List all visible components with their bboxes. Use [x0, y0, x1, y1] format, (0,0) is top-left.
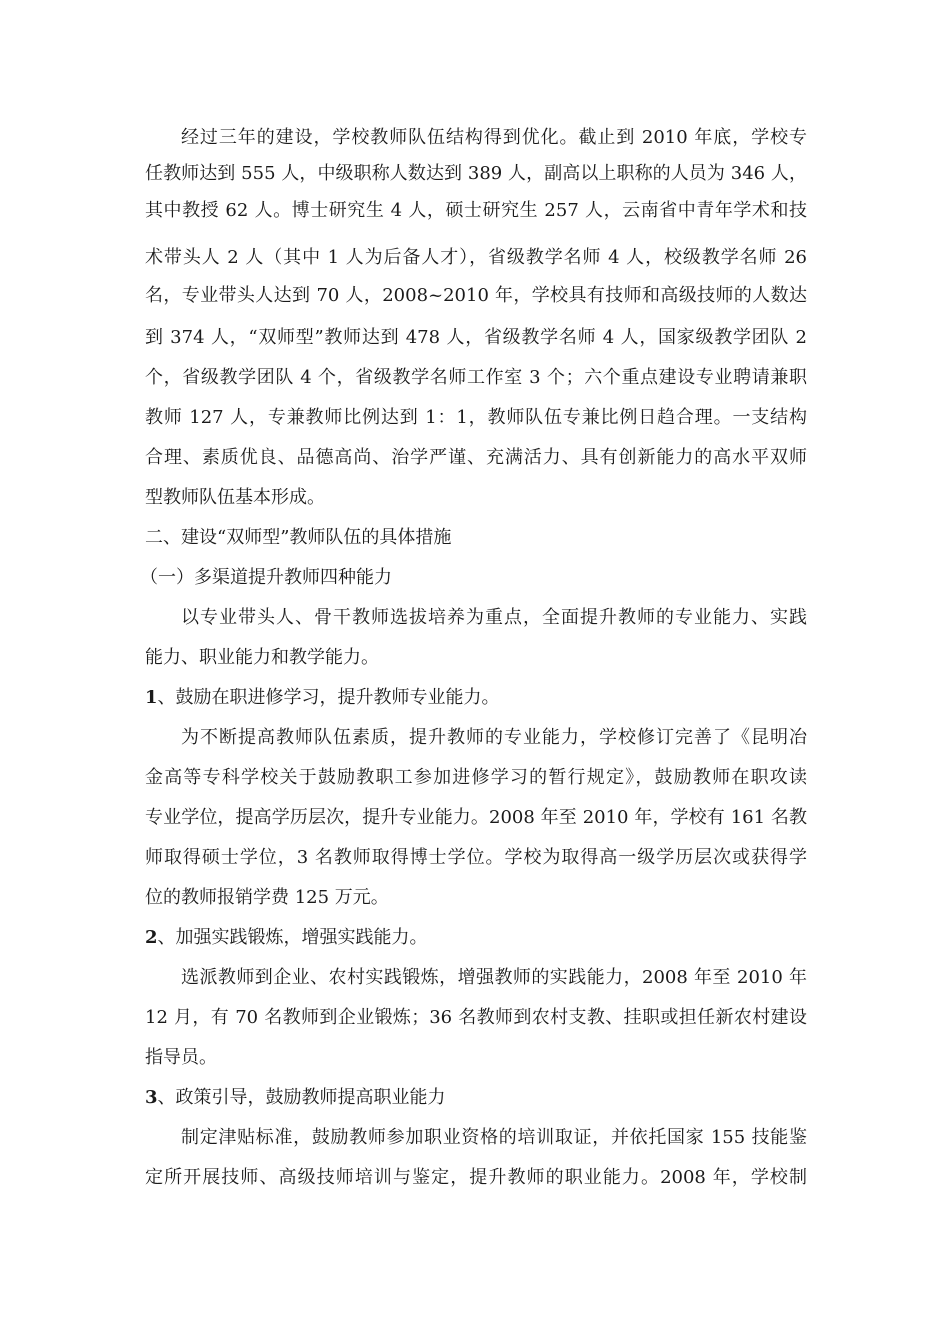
subsection-heading: （一）多渠道提升教师四种能力 — [140, 567, 392, 588]
paragraph-1-line-5: 名，专业带头人达到 70 人，2008~2010 年，学校具有技师和高级技师的人数达 — [145, 285, 807, 306]
paragraph-1-line-1: 经过三年的建设，学校教师队伍结构得到优化。截止到 2010 年底，学校专 — [181, 127, 807, 148]
paragraph-3-line-3: 专业学位，提高学历层次，提升专业能力。2008 年至 2010 年，学校有 161 名教 — [145, 807, 807, 828]
paragraph-1-line-7: 个，省级教学团队 4 个，省级教学名师工作室 3 个；六个重点建设专业聘请兼职 — [145, 367, 807, 388]
item-2-text: 、加强实践锻炼，增强实践能力。 — [157, 927, 428, 948]
paragraph-1-line-2: 任教师达到 555 人，中级职称人数达到 389 人，副高以上职称的人员为 346 人， — [145, 163, 807, 184]
paragraph-1-line-3: 其中教授 62 人。博士研究生 4 人，硕士研究生 257 人，云南省中青年学术和技 — [145, 200, 807, 221]
item-3-number: 3 — [145, 1087, 158, 1108]
paragraph-3-line-4: 师取得硕士学位，3 名教师取得博士学位。学校为取得高一级学历层次或获得学 — [145, 847, 807, 868]
item-3-heading — [145, 1086, 446, 1110]
paragraph-3-line-5: 位的教师报销学费 125 万元。 — [145, 887, 389, 908]
paragraph-3-line-1: 为不断提高教师队伍素质，提升教师的专业能力，学校修订完善了《昆明冶 — [181, 727, 807, 748]
paragraph-5-line-1: 制定津贴标准，鼓励教师参加职业资格的培训取证，并依托国家 155 技能鉴 — [181, 1127, 807, 1148]
item-2-heading — [145, 926, 428, 950]
paragraph-1-line-8: 教师 127 人，专兼教师比例达到 1：1，教师队伍专兼比例日趋合理。一支结构 — [145, 407, 807, 428]
paragraph-1-line-4: 术带头人 2 人（其中 1 人为后备人才），省级教学名师 4 人，校级教学名师 26 — [145, 247, 807, 268]
paragraph-3-line-2: 金高等专科学校关于鼓励教职工参加进修学习的暂行规定》，鼓励教师在职攻读 — [145, 767, 807, 788]
paragraph-1-line-6: 到 374 人，“双师型”教师达到 478 人，省级教学名师 4 人，国家级教学团队 2 — [145, 327, 807, 348]
paragraph-4-line-2: 12 月，有 70 名教师到企业锻炼；36 名教师到农村支教、挂职或担任新农村建设 — [145, 1007, 807, 1028]
item-1-heading — [145, 686, 500, 710]
paragraph-2-line-1: 以专业带头人、骨干教师选拔培养为重点，全面提升教师的专业能力、实践 — [181, 607, 807, 628]
section-heading: 二、建设“双师型”教师队伍的具体措施 — [145, 527, 452, 548]
item-1-text: 、鼓励在职进修学习，提升教师专业能力。 — [157, 687, 500, 708]
paragraph-2-line-2: 能力、职业能力和教学能力。 — [145, 647, 379, 668]
item-2-number: 2 — [145, 927, 158, 948]
paragraph-4-line-3: 指导员。 — [145, 1047, 217, 1068]
paragraph-1-line-10: 型教师队伍基本形成。 — [145, 487, 325, 508]
item-3-text: 、政策引导，鼓励教师提高职业能力 — [157, 1087, 446, 1108]
paragraph-5-line-2: 定所开展技师、高级技师培训与鉴定，提升教师的职业能力。2008 年，学校制 — [145, 1167, 807, 1188]
paragraph-4-line-1: 选派教师到企业、农村实践锻炼，增强教师的实践能力，2008 年至 2010 年 — [181, 967, 807, 988]
item-1-number: 1 — [145, 687, 158, 708]
paragraph-1-line-9: 合理、素质优良、品德高尚、治学严谨、充满活力、具有创新能力的高水平双师 — [145, 447, 807, 468]
